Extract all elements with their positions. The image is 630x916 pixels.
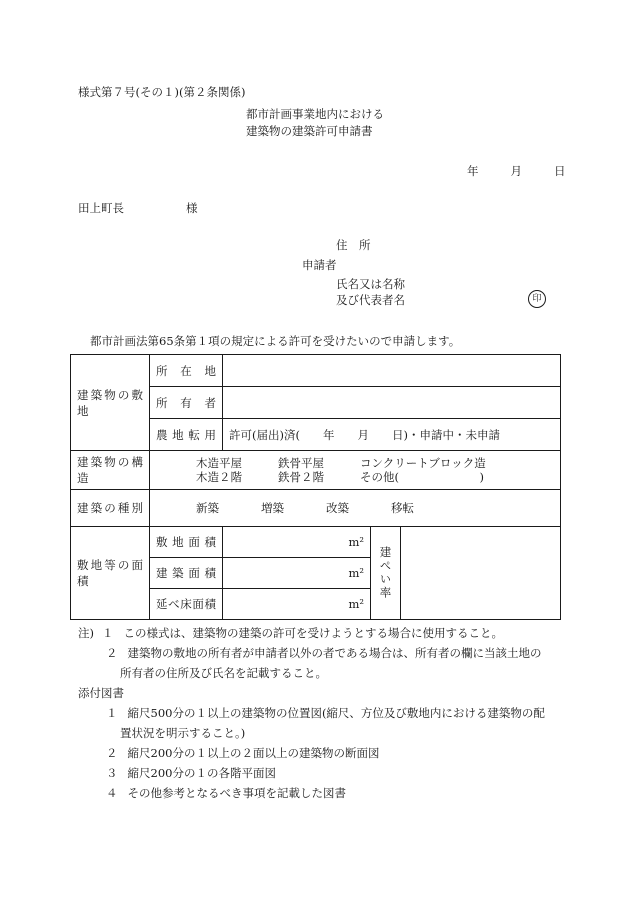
building-area-input[interactable]: m² <box>223 558 371 589</box>
coverage-input[interactable] <box>401 527 561 620</box>
owner-label: 所有者 <box>150 387 223 419</box>
applicant-label: 申請者 <box>302 258 337 272</box>
site-label: 建築物の敷地 <box>71 355 150 451</box>
location-input[interactable] <box>223 355 561 387</box>
area-label: 敷地等の面積 <box>71 527 150 620</box>
site-area-input[interactable]: m² <box>223 527 371 558</box>
title-line-1: 都市計画事業地内における <box>246 107 384 121</box>
farmland-label: 農地転用 <box>150 419 223 451</box>
addressee-name: 田上町長 <box>78 201 124 215</box>
kind-option[interactable]: 増築 <box>261 501 284 515</box>
site-area-label: 敷地面積 <box>150 527 223 558</box>
location-label: 所在地 <box>150 355 223 387</box>
structure-option[interactable]: 木造２階 <box>196 470 242 484</box>
kind-option[interactable]: 改築 <box>326 501 349 515</box>
attachment-text: その他参考となるべき事項を記載した図書 <box>127 786 346 800</box>
name-label-1: 氏名又は名称 <box>336 277 405 291</box>
note-number: １ <box>102 626 114 640</box>
structure-options[interactable] <box>150 451 561 490</box>
attachment-number: ３ <box>106 766 118 780</box>
floor-area-input[interactable]: m² <box>223 589 371 620</box>
month-label: 月 <box>510 164 522 178</box>
structure-option[interactable]: 鉄骨平屋 <box>278 456 324 470</box>
owner-input[interactable] <box>223 387 561 419</box>
table-row <box>71 451 561 490</box>
kind-options[interactable] <box>150 490 561 527</box>
application-table <box>70 354 561 620</box>
floor-area-label: 延べ床面積 <box>150 589 223 620</box>
table-row <box>71 355 561 387</box>
table-row <box>71 490 561 527</box>
structure-option[interactable]: 鉄骨２階 <box>278 470 324 484</box>
kind-option[interactable]: 移転 <box>391 501 414 515</box>
seal-icon: 印 <box>528 290 546 308</box>
notes-section <box>78 623 545 803</box>
structure-label: 建築物の構造 <box>71 451 150 490</box>
title-line-2: 建築物の建築許可申請書 <box>246 124 373 138</box>
note-text: 所有者の住所及び氏名を記載すること。 <box>120 666 327 680</box>
attachment-number: ４ <box>106 786 118 800</box>
attachment-text: 置状況を明示すること。) <box>120 726 246 740</box>
coverage-label: 建ぺい率 <box>371 527 401 620</box>
note-text: 建築物の敷地の所有者が申請者以外の者である場合は、所有者の欄に当該土地の <box>127 646 542 660</box>
attachments-header: 添付図書 <box>78 686 124 700</box>
day-label: 日 <box>554 164 566 178</box>
name-label-2: 及び代表者名 <box>336 293 405 307</box>
year-label: 年 <box>467 164 479 178</box>
attachment-number: ２ <box>106 746 118 760</box>
note-text: この様式は、建築物の建築の許可を受けようとする場合に使用すること。 <box>123 626 503 640</box>
structure-option[interactable]: その他( ) <box>360 470 484 484</box>
date-fields[interactable] <box>467 163 566 179</box>
building-area-label: 建築面積 <box>150 558 223 589</box>
kind-label: 建築の種別 <box>71 490 150 527</box>
attachment-text: 縮尺200分の１以上の２面以上の建築物の断面図 <box>127 746 380 760</box>
applicant-address-label: 住 所 <box>336 238 371 252</box>
attachment-number: １ <box>106 706 118 720</box>
page-title <box>246 106 384 140</box>
applicant-name-labels <box>336 276 405 308</box>
note-number: ２ <box>106 646 118 660</box>
attachment-text: 縮尺500分の１以上の建築物の位置図(縮尺、方位及び敷地内における建築物の配 <box>127 706 545 720</box>
kind-option[interactable]: 新築 <box>196 501 219 515</box>
intro-text: 都市計画法第65条第１項の規定による許可を受けたいので申請します。 <box>90 334 461 348</box>
form-number: 様式第７号(その１)(第２条関係) <box>78 85 246 99</box>
attachment-text: 縮尺200分の１の各階平面図 <box>127 766 276 780</box>
addressee-honorific: 様 <box>186 201 198 215</box>
table-row <box>71 527 561 558</box>
structure-option[interactable]: コンクリートブロック造 <box>360 456 486 470</box>
farmland-status[interactable]: 許可(届出)済( 年 月 日)・申請中・未申請 <box>223 419 561 451</box>
addressee <box>78 200 198 216</box>
notes-header: 注) <box>78 626 94 640</box>
structure-option[interactable]: 木造平屋 <box>196 456 242 470</box>
